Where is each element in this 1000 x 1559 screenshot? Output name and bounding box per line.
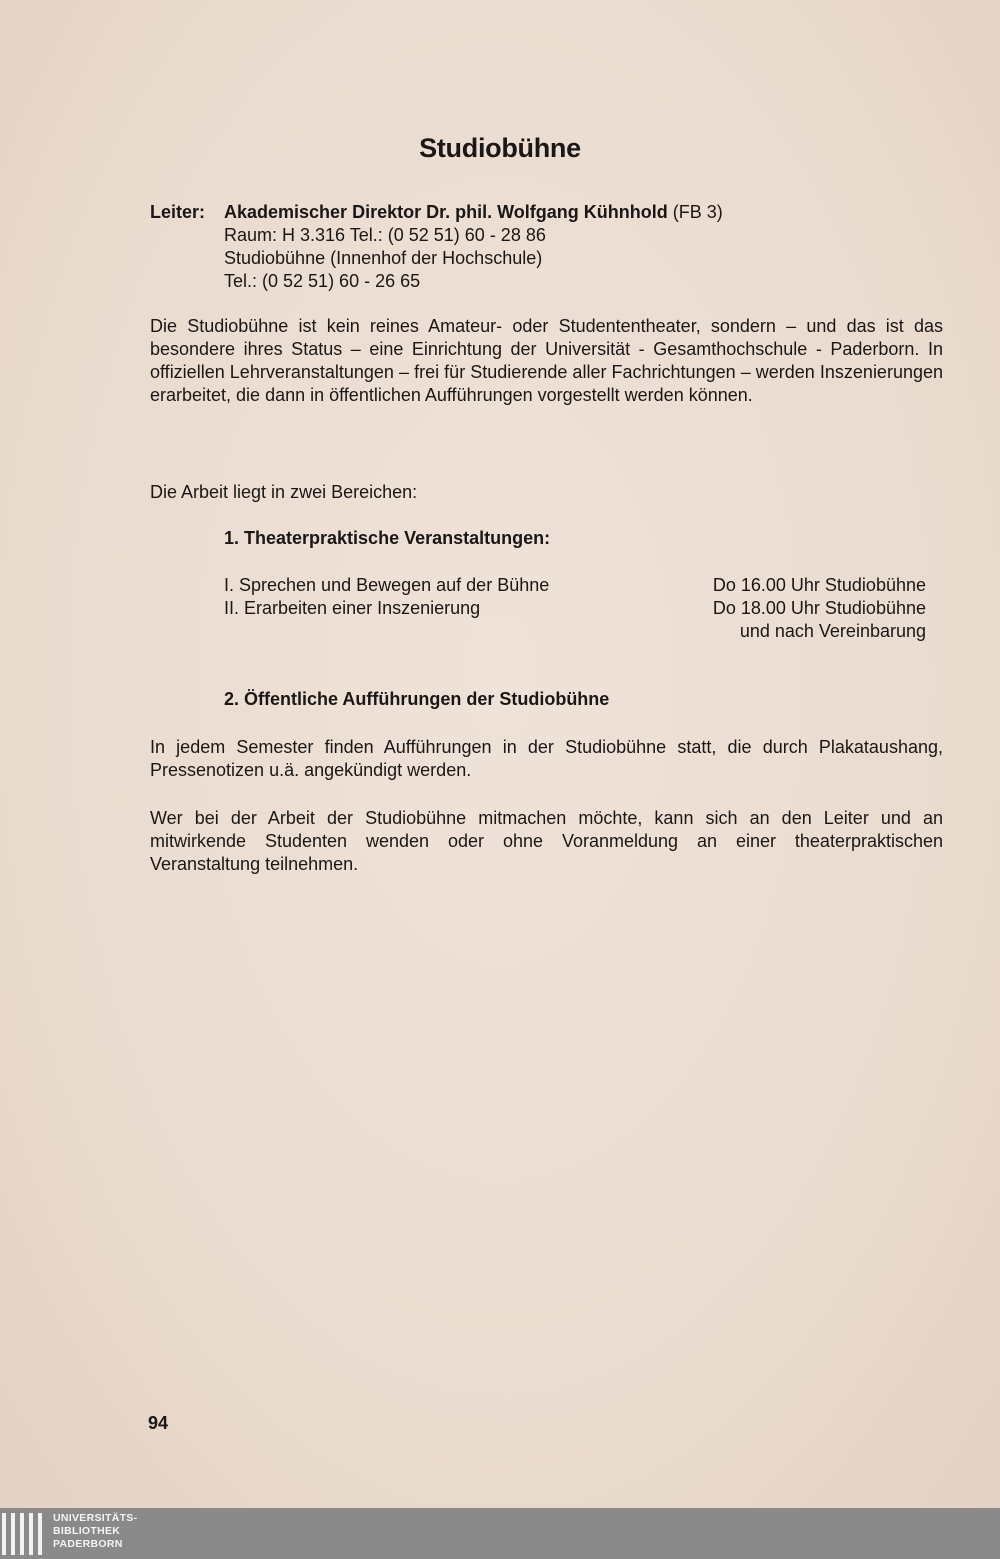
schedule-list bbox=[224, 574, 926, 643]
section2-heading: 2. Öffentliche Aufführungen der Studiobühne bbox=[224, 689, 610, 709]
schedule-row bbox=[224, 574, 926, 597]
library-name-line: UNIVERSITÄTS- bbox=[53, 1512, 138, 1524]
library-logo-icon bbox=[2, 1513, 46, 1555]
course-time: Do 18.00 Uhr Studiobühne bbox=[712, 598, 926, 618]
page-title: Studiobühne bbox=[419, 133, 581, 163]
course-name: I. Sprechen und Bewegen auf der Bühne bbox=[224, 575, 550, 595]
areas-intro: Die Arbeit liegt in zwei Bereichen: bbox=[150, 482, 418, 502]
schedule-note: und nach Vereinbarung bbox=[739, 621, 926, 641]
leiter-details bbox=[224, 201, 944, 293]
library-name-line: BIBLIOTHEK bbox=[53, 1525, 121, 1537]
leiter-faculty: (FB 3) bbox=[667, 202, 723, 222]
schedule-row bbox=[224, 597, 926, 620]
leiter-name: Akademischer Direktor Dr. phil. Wolfgang Kühnhold bbox=[224, 202, 668, 222]
leiter-venue-tel: Tel.: (0 52 51) 60 - 26 65 bbox=[224, 271, 421, 291]
schedule-row bbox=[224, 620, 926, 643]
leiter-name-line bbox=[224, 201, 944, 224]
leiter-venue: Studiobühne (Innenhof der Hochschule) bbox=[224, 248, 543, 268]
leiter-room: Raum: H 3.316 Tel.: (0 52 51) 60 - 28 86 bbox=[224, 225, 546, 245]
library-footer-bar bbox=[0, 1508, 1000, 1559]
course-name: II. Erarbeiten einer Inszenierung bbox=[224, 598, 481, 618]
section2-paragraph-2: Wer bei der Arbeit der Studiobühne mitmachen möchte, kann sich an den Leiter und an mitwirkende Studenten wenden oder ohne Voranmeldung an einer theaterpraktischen Veranstaltung teilnehmen. bbox=[150, 808, 943, 874]
section1-heading: 1. Theaterpraktische Veranstaltungen: bbox=[224, 528, 551, 548]
course-time: Do 16.00 Uhr Studiobühne bbox=[712, 575, 926, 595]
section2-paragraph-1: In jedem Semester finden Aufführungen in der Studiobühne statt, die durch Plakataushang, Pressenotizen u.ä. angekündigt werden. bbox=[150, 737, 943, 780]
intro-paragraph: Die Studiobühne ist kein reines Amateur- oder Studententheater, sondern – und das ist das besondere ihres Status – eine Einrichtung der Universität - Gesamthochschule - Paderborn. In offiziellen Lehrveranstaltungen – frei für Studierende aller Fachrichtungen – werden Inszenierungen erarbeitet, die dann in öffentlichen Aufführungen vorgestellt werden können. bbox=[150, 316, 943, 405]
leiter-label: Leiter: bbox=[150, 202, 206, 222]
page-number: 94 bbox=[148, 1413, 169, 1433]
library-name-line: PADERBORN bbox=[53, 1538, 123, 1550]
library-name bbox=[53, 1512, 137, 1551]
